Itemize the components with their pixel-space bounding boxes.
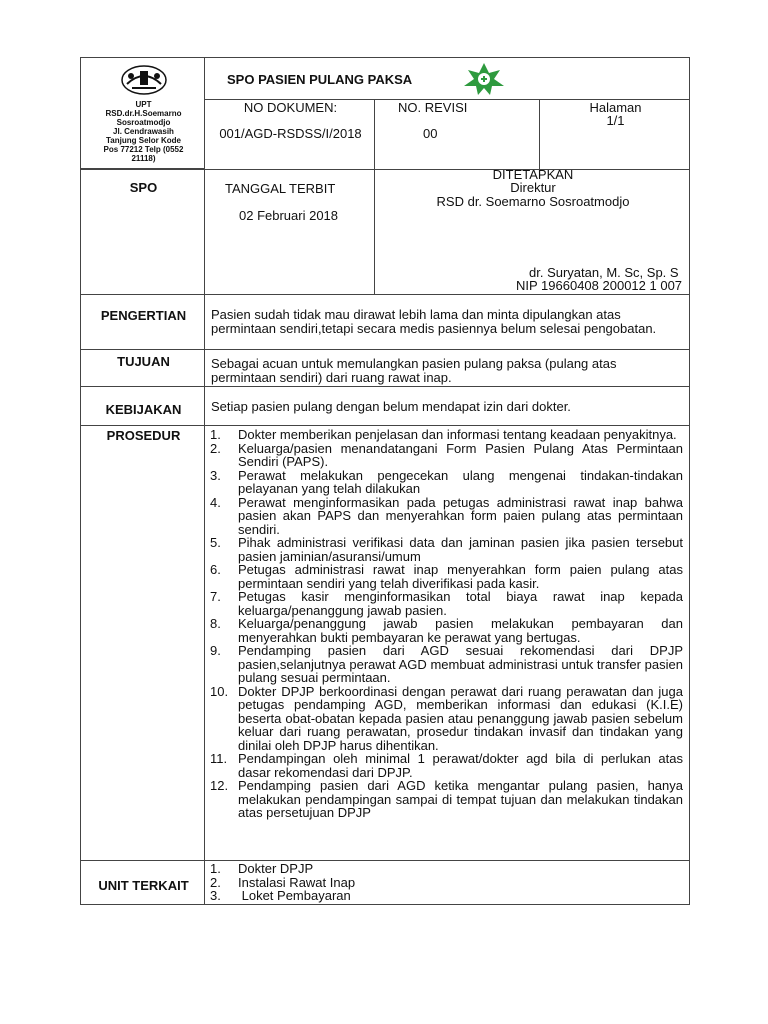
pengertian-label-cell: PENGERTIAN (80, 294, 205, 350)
list-item: 11. Pendampingan oleh minimal 1 perawat/dokter agd bila di perlukan atas dasar rekomendasi dari DPJP. (210, 751, 683, 780)
document-title: SPO PASIEN PULANG PAKSA (227, 72, 413, 87)
tujuan-label-cell: TUJUAN (80, 349, 205, 387)
kebijakan-label-cell: KEBIJAKAN (80, 386, 205, 426)
kebijakan-cell (204, 386, 690, 426)
director-nip: NIP 19660408 200012 1 007 (516, 278, 683, 293)
list-item: 1. Dokter DPJP (210, 861, 314, 876)
pengertian-cell (204, 294, 690, 350)
tanggal-terbit-cell: TANGGAL TERBIT 02 Februari 2018 (204, 169, 375, 295)
unit-terkait-label-cell: UNIT TERKAIT (80, 860, 205, 905)
list-item: 10. Dokter DPJP berkoordinasi dengan perawat dari ruang perawatan dan juga petugas pendamping AGD, memberikan informasi dan edukasi (K.I.E) beserta obat-obatan kepada pasien atau penanggung jawab pasien sebelum keluar dari ruang perawatan, prosedur tindakan invasif dan tindakan yang dinilai oleh DPJP harus dihentikan. (210, 683, 683, 753)
list-item: 2. Instalasi Rawat Inap (210, 874, 356, 890)
unit-terkait-cell (204, 860, 690, 905)
spo-label-cell: SPO (80, 169, 205, 295)
ditetapkan-cell: DITETAPKAN Direktur RSD dr. Soemarno Sosroatmodjo dr. Suryatan, M. Sc, Sp. S NIP 19660408 200012 1 007 (374, 169, 690, 295)
tujuan-text: Sebagai acuan untuk memulangkan pasien pulang paksa (pulang atas permintaan sendiri) dari ruang rawat inap. (211, 356, 617, 385)
unit-terkait-list (210, 862, 683, 903)
no-revisi-cell: NO. REVISI 00 (374, 99, 540, 170)
list-item: 9. Pendamping pasien dari AGD sesuai rekomendasi dari DPJP pasien,selanjutnya perawat AGD membuat administrasi untuk transfer pasien pulang sesuai permintaan. (210, 643, 683, 685)
spo-document (80, 57, 690, 905)
no-dokumen-cell: NO DOKUMEN: 001/AGD-RSDSS/I/2018 (204, 99, 375, 170)
list-item: 3. Loket Pembayaran (210, 888, 351, 903)
organization-address: UPT RSD.dr.H.Soemarno Sosroatmodjo Jl. Cendrawasih Tanjung Selor Kode Pos 77212 Telp (0552 21118) (103, 100, 184, 163)
list-item: 4. Perawat menginformasikan pada petugas administrasi rawat inap bahwa pasien akan PAPS dan menyerahkan form paien pulang atas permintaan sendiri. (210, 494, 683, 537)
tanggal-terbit-value: 02 Februari 2018 (239, 208, 339, 223)
logo-cell (80, 57, 205, 169)
list-item: 5. Pihak administrasi verifikasi data dan jaminan pasien jika pasien tersebut pasien jaminian/asuransi/umum (210, 535, 683, 564)
halaman-value: 1/1 (606, 113, 625, 128)
list-item: 3. Perawat melakukan pengecekan ulang mengenai tindakan-tindakan pelayanan yang telah dilakukan (210, 467, 683, 496)
no-dokumen-value: 001/AGD-RSDSS/I/2018 (219, 126, 362, 141)
list-item: 6. Petugas administrasi rawat inap menyerahkan form paien pulang atas permintaan sendiri yang telah diverifikasi pada kasir. (210, 562, 683, 591)
director-name: dr. Suryatan, M. Sc, Sp. S (529, 265, 679, 280)
prosedur-label-cell: PROSEDUR (80, 425, 205, 861)
green-star-emblem-icon (460, 62, 508, 96)
list-item: 2. Keluarga/pasien menandatangani Form Pasien Pulang Atas Permintaan Sendiri (PAPS). (210, 440, 683, 469)
no-revisi-value: 00 (423, 126, 438, 141)
halaman-cell: Halaman 1/1 (539, 99, 690, 170)
prosedur-cell (204, 425, 690, 861)
list-item: 8. Keluarga/penanggung jawab pasien melakukan pembayaran dan menyerahkan bukti pembayaran ke perawat yang bertugas. (210, 616, 683, 645)
list-item: 7. Petugas kasir menginformasikan total biaya rawat inap kepada keluarga/penanggung jawab pasien. (210, 589, 683, 618)
tujuan-cell (204, 349, 690, 387)
list-item: 12. Pendamping pasien dari AGD ketika mengantar pulang pasien, hanya melakukan pendampingan sampai di tempat tujuan dan melakukan tindakan atas persetujuan DPJP (210, 778, 683, 820)
hospital-emblem-icon (119, 62, 169, 98)
kebijakan-text: Setiap pasien pulang dengan belum mendapat izin dari dokter. (211, 399, 571, 414)
prosedur-list (210, 428, 683, 820)
title-cell (204, 57, 690, 100)
pengertian-text: Pasien sudah tidak mau dirawat lebih lama dan minta dipulangkan atas permintaan sendiri,tetapi secara medis pasiennya belum selesai pengobatan. (211, 307, 657, 336)
list-item: 1. Dokter memberikan penjelasan dan informasi tentang keadaan penyakitnya. (210, 427, 677, 442)
